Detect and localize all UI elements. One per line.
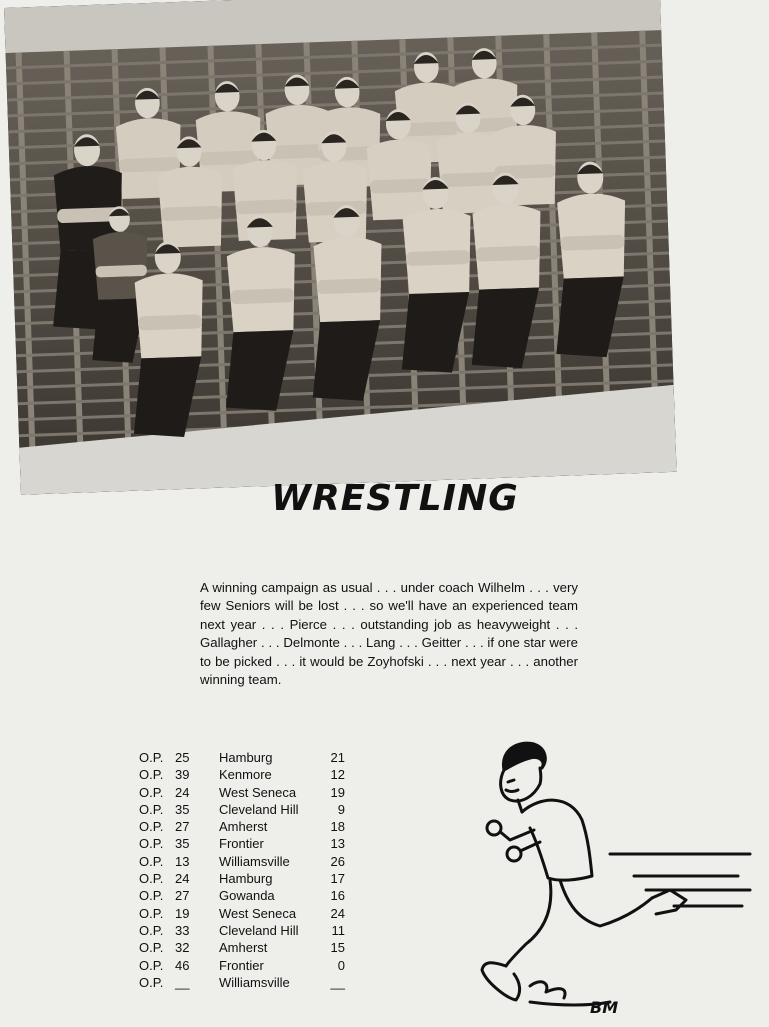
opponent-name: Cleveland Hill [219,922,299,938]
opponent-name: Hamburg [219,750,273,765]
score-row [139,922,354,939]
op-label: O.P. [139,801,164,817]
opponent-score: 21 [330,750,345,765]
opponent-score: 13 [330,836,345,852]
op-label: O.P. [139,750,164,765]
opponent-score: 17 [330,871,345,887]
op-score: 35 [175,836,190,852]
opponent-score: 18 [330,819,345,835]
opponent-name: Hamburg [219,871,273,887]
score-row [139,818,354,835]
opponent-score: 12 [330,767,345,783]
opponent-name: Frontier [219,957,264,973]
op-label: O.P. [139,888,164,904]
opponent-score: __ [330,974,345,990]
score-row [139,887,354,904]
opponent-score: 19 [330,784,345,800]
score-row [139,870,354,887]
opponent-score: 24 [330,905,345,921]
op-score: 24 [175,784,190,800]
team-photo [4,0,677,495]
score-row [139,939,354,956]
score-row [139,905,354,922]
opponent-name: West Seneca [219,784,297,800]
score-row [139,853,354,870]
op-label: O.P. [139,767,164,783]
op-score: 24 [175,871,190,887]
op-score: 39 [175,767,190,783]
op-label: O.P. [139,784,164,800]
opponent-score: 26 [330,853,345,869]
cartoon-signature: BM [590,998,619,1017]
opponent-name: West Seneca [219,905,297,921]
score-row [139,766,354,783]
score-row [139,835,354,852]
opponent-name: Cleveland Hill [219,801,299,817]
team-summary: A winning campaign as usual . . . under coach Wilhelm . . . very few Seniors will be lost . . . so we'll have an experienced team next year . . . Pierce . . . outstanding job as heavyweight . . . Gallagher . . . Delmonte . . . Lang . . . Geitter . . . if one star were to be picked . . . it would be Zoyhofski . . . next year . . . another winning team. [200,580,578,688]
wrestler-cartoon [470,730,762,1022]
op-score: 46 [175,957,190,973]
op-score: 25 [175,750,190,765]
op-label: O.P. [139,836,164,852]
score-row [139,784,354,801]
opponent-score: 11 [331,922,345,938]
op-score: 27 [175,888,190,904]
op-label: O.P. [139,940,164,956]
op-label: O.P. [139,974,164,990]
op-score: 32 [175,940,190,956]
op-score: 13 [175,853,190,869]
op-label: O.P. [139,853,164,869]
opponent-name: Amherst [219,940,268,956]
score-table [139,749,354,991]
page-title: WRESTLING [271,478,519,519]
opponent-name: Frontier [219,836,264,852]
opponent-name: Williamsville [219,974,290,990]
opponent-score: 0 [337,957,345,973]
op-score: __ [175,974,190,990]
opponent-score: 9 [337,801,345,817]
opponent-score: 16 [330,888,345,904]
score-row [139,749,354,766]
op-label: O.P. [139,819,164,835]
op-score: 27 [175,819,190,835]
opponent-name: Williamsville [219,853,290,869]
score-row [139,957,354,974]
score-row [139,974,354,991]
op-label: O.P. [139,905,164,921]
opponent-name: Amherst [219,819,268,835]
op-score: 19 [175,905,190,921]
opponent-name: Gowanda [219,888,275,904]
opponent-name: Kenmore [219,767,272,783]
op-label: O.P. [139,957,164,973]
op-score: 33 [175,922,190,938]
op-label: O.P. [139,871,164,887]
op-score: 35 [175,801,190,817]
score-row [139,801,354,818]
opponent-score: 15 [330,940,345,956]
op-label: O.P. [139,922,164,938]
